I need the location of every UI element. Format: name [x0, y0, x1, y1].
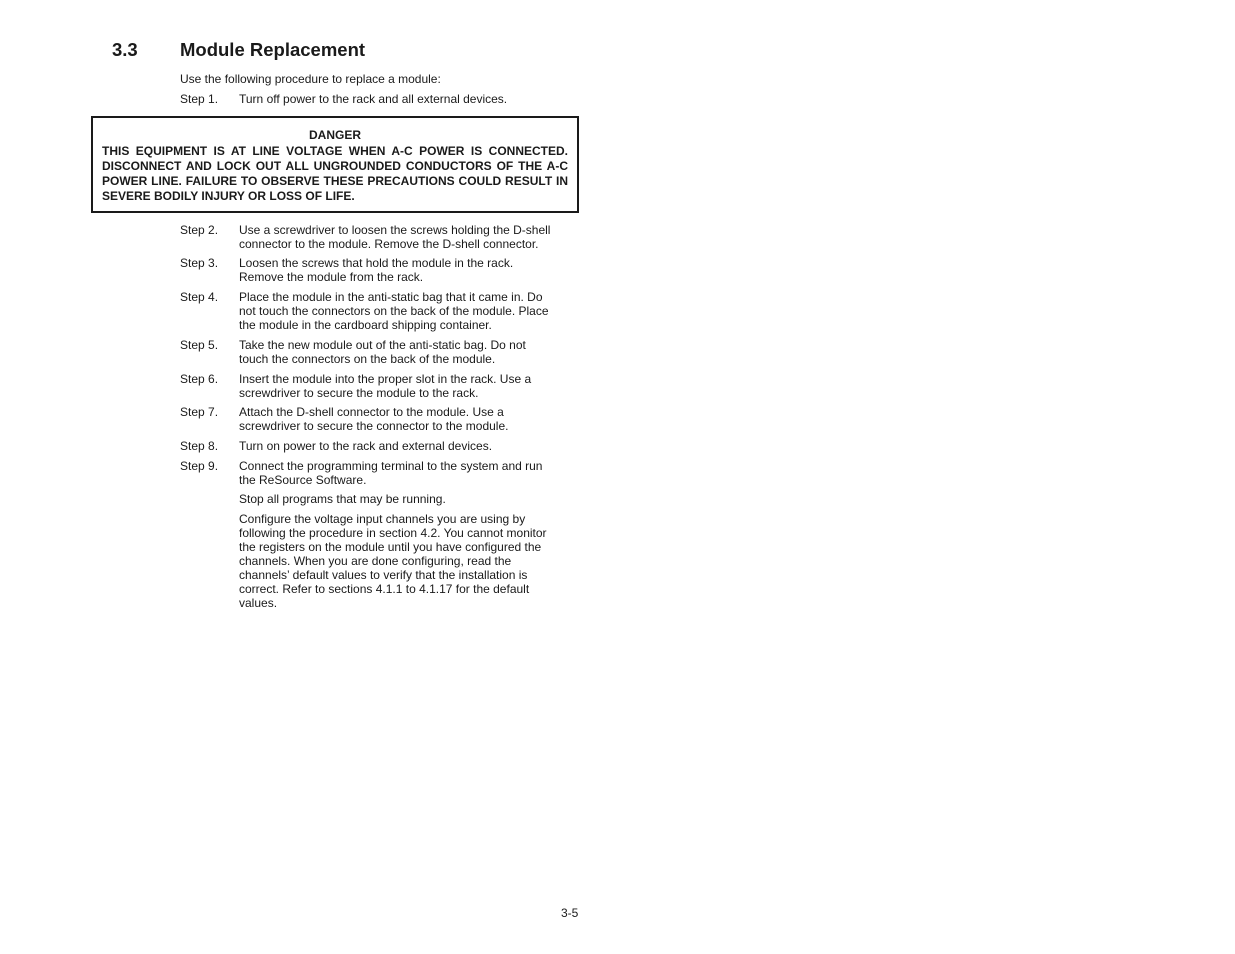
step-label: Step 5. — [180, 338, 219, 352]
step-label: Step 3. — [180, 256, 219, 270]
step-6 — [180, 372, 565, 400]
step-text: Attach the D-shell connector to the module. Use a screwdriver to secure the connector to the module. — [239, 405, 509, 433]
step-text: Turn on power to the rack and external devices. — [239, 439, 493, 453]
step-3 — [180, 256, 565, 284]
step-label: Step 7. — [180, 405, 219, 419]
step-label: Step 1. — [180, 92, 219, 106]
danger-title: DANGER — [308, 128, 361, 142]
step-9-paragraph — [180, 512, 565, 610]
section-title: Module Replacement — [180, 39, 366, 60]
step-text: Stop all programs that may be running. — [239, 492, 446, 506]
intro-text: Use the following procedure to replace a module: — [180, 72, 441, 86]
step-text: Insert the module into the proper slot in the rack. Use a screwdriver to secure the module to the rack. — [239, 372, 532, 400]
step-text: Turn off power to the rack and all external devices. — [239, 92, 508, 106]
section-number: 3.3 — [112, 39, 138, 60]
step-text: Configure the voltage input channels you are using by following the procedure in section 4.2. You cannot monitor the registers on the module until you have configured the channels. When you are done configuring, read the channels’ default values to verify that the installation is correct. Refer to sections 4.1.1 to 4.1.17 for the default values. — [239, 512, 547, 610]
step-text: Use a screwdriver to loosen the screws holding the D-shell connector to the module. Remove the D-shell connector. — [239, 223, 551, 251]
step-text: Loosen the screws that hold the module in the rack. Remove the module from the rack. — [239, 256, 514, 284]
step-7 — [180, 405, 565, 433]
step-label: Step 9. — [180, 459, 219, 473]
page-number: 3-5 — [561, 906, 579, 920]
step-label: Step 2. — [180, 223, 219, 237]
step-text: Take the new module out of the anti-static bag. Do not touch the connectors on the back of the module. — [239, 338, 526, 366]
step-9-paragraph — [180, 492, 565, 506]
step-9 — [180, 459, 565, 487]
danger-text: THIS EQUIPMENT IS AT LINE VOLTAGE WHEN A-C POWER IS CONNECTED. DISCONNECT AND LOCK OUT ALL UNGROUNDED CONDUCTORS OF THE A-C POWER LINE. FAILURE TO OBSERVE THESE PRECAUTIONS COULD RESULT IN SEVERE BODILY INJURY OR LOSS OF LIFE. — [102, 144, 568, 203]
step-text: Place the module in the anti-static bag that it came in. Do not touch the connectors on the back of the module. Place the module in the cardboard shipping container. — [239, 290, 549, 332]
step-label: Step 6. — [180, 372, 219, 386]
step-2 — [180, 223, 565, 251]
danger-box — [91, 116, 579, 213]
step-4 — [180, 290, 565, 332]
step-text: Connect the programming terminal to the system and run the ReSource Software. — [239, 459, 543, 487]
step-label: Step 4. — [180, 290, 219, 304]
step-label: Step 8. — [180, 439, 219, 453]
step-8 — [180, 439, 565, 453]
step-5 — [180, 338, 565, 366]
step-1 — [180, 92, 565, 106]
